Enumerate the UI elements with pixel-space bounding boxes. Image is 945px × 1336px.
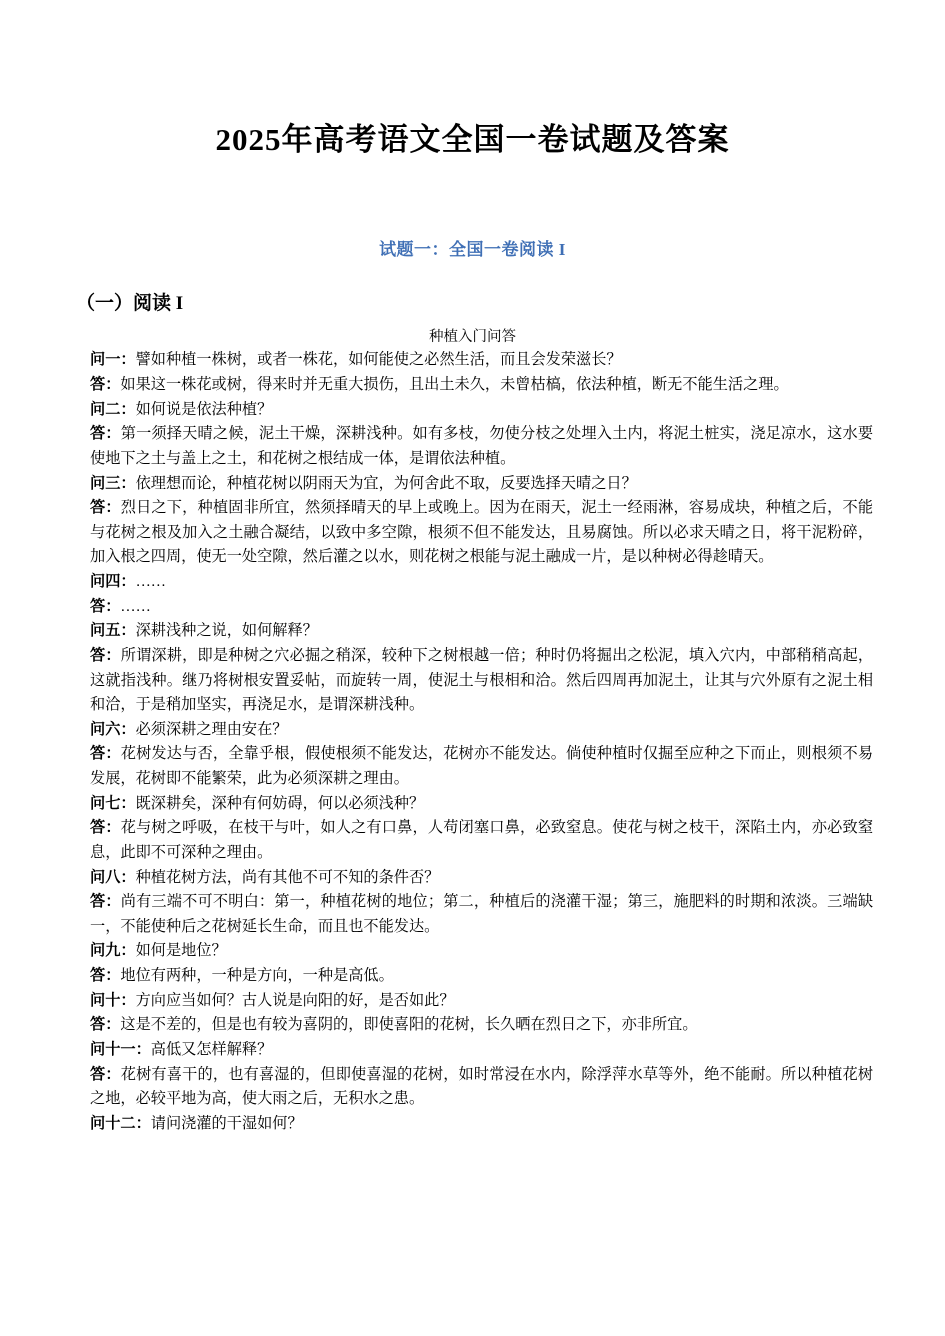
qa-text: 地位有两种，一种是方向，一种是高低。 [120, 967, 394, 985]
page-title: 2025年高考语文全国一卷试题及答案 [215, 122, 730, 157]
question-line [72, 866, 873, 891]
answer-line [72, 964, 873, 989]
qa-text: 花树发达与否，全靠乎根，假使根须不能发达，花树亦不能发达。倘使种植时仅掘至应种之下而止，则根须不易发展，花树即不能繁荣，此为必须深耕之理由。 [90, 745, 874, 788]
question-line [72, 1038, 873, 1063]
answer-line [72, 595, 873, 620]
qa-text: …… [135, 573, 166, 591]
question-line [72, 792, 873, 817]
qa-lead: 答： [90, 646, 121, 664]
sub-heading: （一）阅读 I [76, 293, 184, 315]
qa-lead: 答： [90, 425, 121, 443]
qa-lead: 问十二： [90, 1114, 151, 1132]
qa-text: 尚有三端不可不明白：第一，种植花树的地位；第二，种植后的浇灌干湿；第三，施肥料的时期和浓淡。三端缺一，不能使种后之花树延长生命，而且也不能发达。 [90, 893, 874, 935]
qa-lead: 答： [90, 967, 121, 985]
answer-line [72, 1063, 873, 1112]
qa-lead: 答： [90, 1016, 121, 1034]
question-line [72, 1112, 873, 1137]
qa-lead: 答： [90, 376, 121, 394]
qa-text: 这是不差的，但是也有较为喜阴的，即使喜阳的花树，长久晒在烈日之下，亦非所宜。 [120, 1016, 698, 1034]
qa-list [72, 348, 873, 1136]
qa-lead: 问十一： [90, 1040, 151, 1058]
qa-text: 烈日之下，种植固非所宜，然须择晴天的早上或晚上。因为在雨天，泥土一经雨淋，容易成块，种植之后，不能与花树之根及加入之土融合凝结，以致中多空隙，根须不但不能发达，且易腐蚀。所以必求天晴之日，将干泥粉碎，加入根之四周，使无一处空隙，然后灌之以水，则花树之根能与泥土融成一片，是以种树必得趁晴天。 [90, 499, 874, 566]
qa-text: 第一须择天晴之候，泥土干燥，深耕浅种。如有多枝，勿使分枝之处埋入土内，将泥土桩实，浇足凉水，这水要使地下之土与盖上之土，和花树之根结成一体，是谓依法种植。 [90, 425, 874, 467]
answer-line [72, 890, 873, 939]
qa-text: 如果这一株花或树，得来时并无重大损伤，且出土未久，未曾枯槁，依法种植，断无不能生活之理。 [120, 376, 789, 394]
qa-lead: 问三： [90, 474, 136, 492]
qa-lead: 答： [90, 499, 121, 517]
qa-text: 方向应当如何？古人说是向阳的好，是否如此？ [135, 991, 455, 1009]
answer-line [72, 422, 873, 471]
qa-lead: 答： [90, 1065, 121, 1083]
qa-lead: 问五： [90, 622, 136, 640]
qa-text: 如何是地位？ [135, 942, 227, 960]
qa-text: 必须深耕之理由安在？ [135, 720, 288, 738]
qa-lead: 问四： [90, 573, 136, 591]
qa-text: 种植花树方法，尚有其他不可不知的条件否？ [135, 868, 440, 886]
qa-lead: 问七： [90, 794, 136, 812]
qa-lead: 问二： [90, 400, 136, 418]
answer-line [72, 496, 873, 570]
question-line [72, 939, 873, 964]
qa-lead: 答： [90, 893, 121, 911]
section-heading: 试题一：全国一卷阅读 I [379, 240, 566, 260]
answer-line [72, 644, 873, 718]
question-line [72, 398, 873, 423]
qa-text: 所谓深耕，即是种树之穴必掘之稍深，较种下之树根越一倍；种时仍将掘出之松泥，填入穴内，中部稍稍高起，这就指浅种。继乃将树根安置妥帖，而旋转一周，使泥土与根相和洽。然后四周再加泥土，让其与穴外原有之泥土相和洽，于是稍加坚实，再浇足水，是谓深耕浅种。 [90, 646, 874, 714]
question-line [72, 348, 873, 373]
qa-lead: 答： [90, 745, 121, 763]
qa-text: 如何说是依法种植？ [135, 400, 273, 418]
answer-line [72, 816, 873, 865]
answer-line [72, 742, 873, 791]
qa-text: 花与树之呼吸，在枝干与叶，如人之有口鼻，人苟闭塞口鼻，必致窒息。使花与树之枝干，深陷土内，亦必致窒息，此即不可深种之理由。 [90, 819, 874, 861]
qa-text: …… [120, 597, 151, 615]
qa-lead: 问八： [90, 868, 136, 886]
qa-lead: 问十： [90, 991, 136, 1009]
qa-text: 譬如种植一株树，或者一株花，如何能使之必然生活，而且会发荣滋长？ [135, 351, 622, 369]
qa-text: 请问浇灌的干湿如何？ [150, 1114, 303, 1132]
qa-lead: 答： [90, 819, 121, 837]
qa-text: 高低又怎样解释？ [150, 1040, 273, 1058]
question-line [72, 570, 873, 595]
qa-lead: 问九： [90, 942, 136, 960]
qa-text: 花树有喜干的，也有喜湿的，但即使喜湿的花树，如时常浸在水内，除浮萍水草等外，绝不能耐。所以种植花树之地，必较平地为高，使大雨之后，无积水之患。 [90, 1065, 874, 1108]
question-line [72, 472, 873, 497]
qa-text: 既深耕矣，深种有何妨碍，何以必须浅种？ [135, 794, 425, 812]
answer-line [72, 1013, 873, 1038]
answer-line [72, 373, 873, 398]
qa-lead: 答： [90, 597, 121, 615]
qa-text: 依理想而论，种植花树以阴雨天为宜，为何舍此不取，反要选择天晴之日？ [135, 474, 637, 492]
passage-title: 种植入门问答 [429, 329, 516, 346]
qa-lead: 问六： [90, 720, 136, 738]
question-line [72, 718, 873, 743]
question-line [72, 619, 873, 644]
question-line [72, 989, 873, 1014]
qa-lead: 问一： [90, 351, 136, 369]
qa-text: 深耕浅种之说，如何解释？ [135, 622, 318, 640]
